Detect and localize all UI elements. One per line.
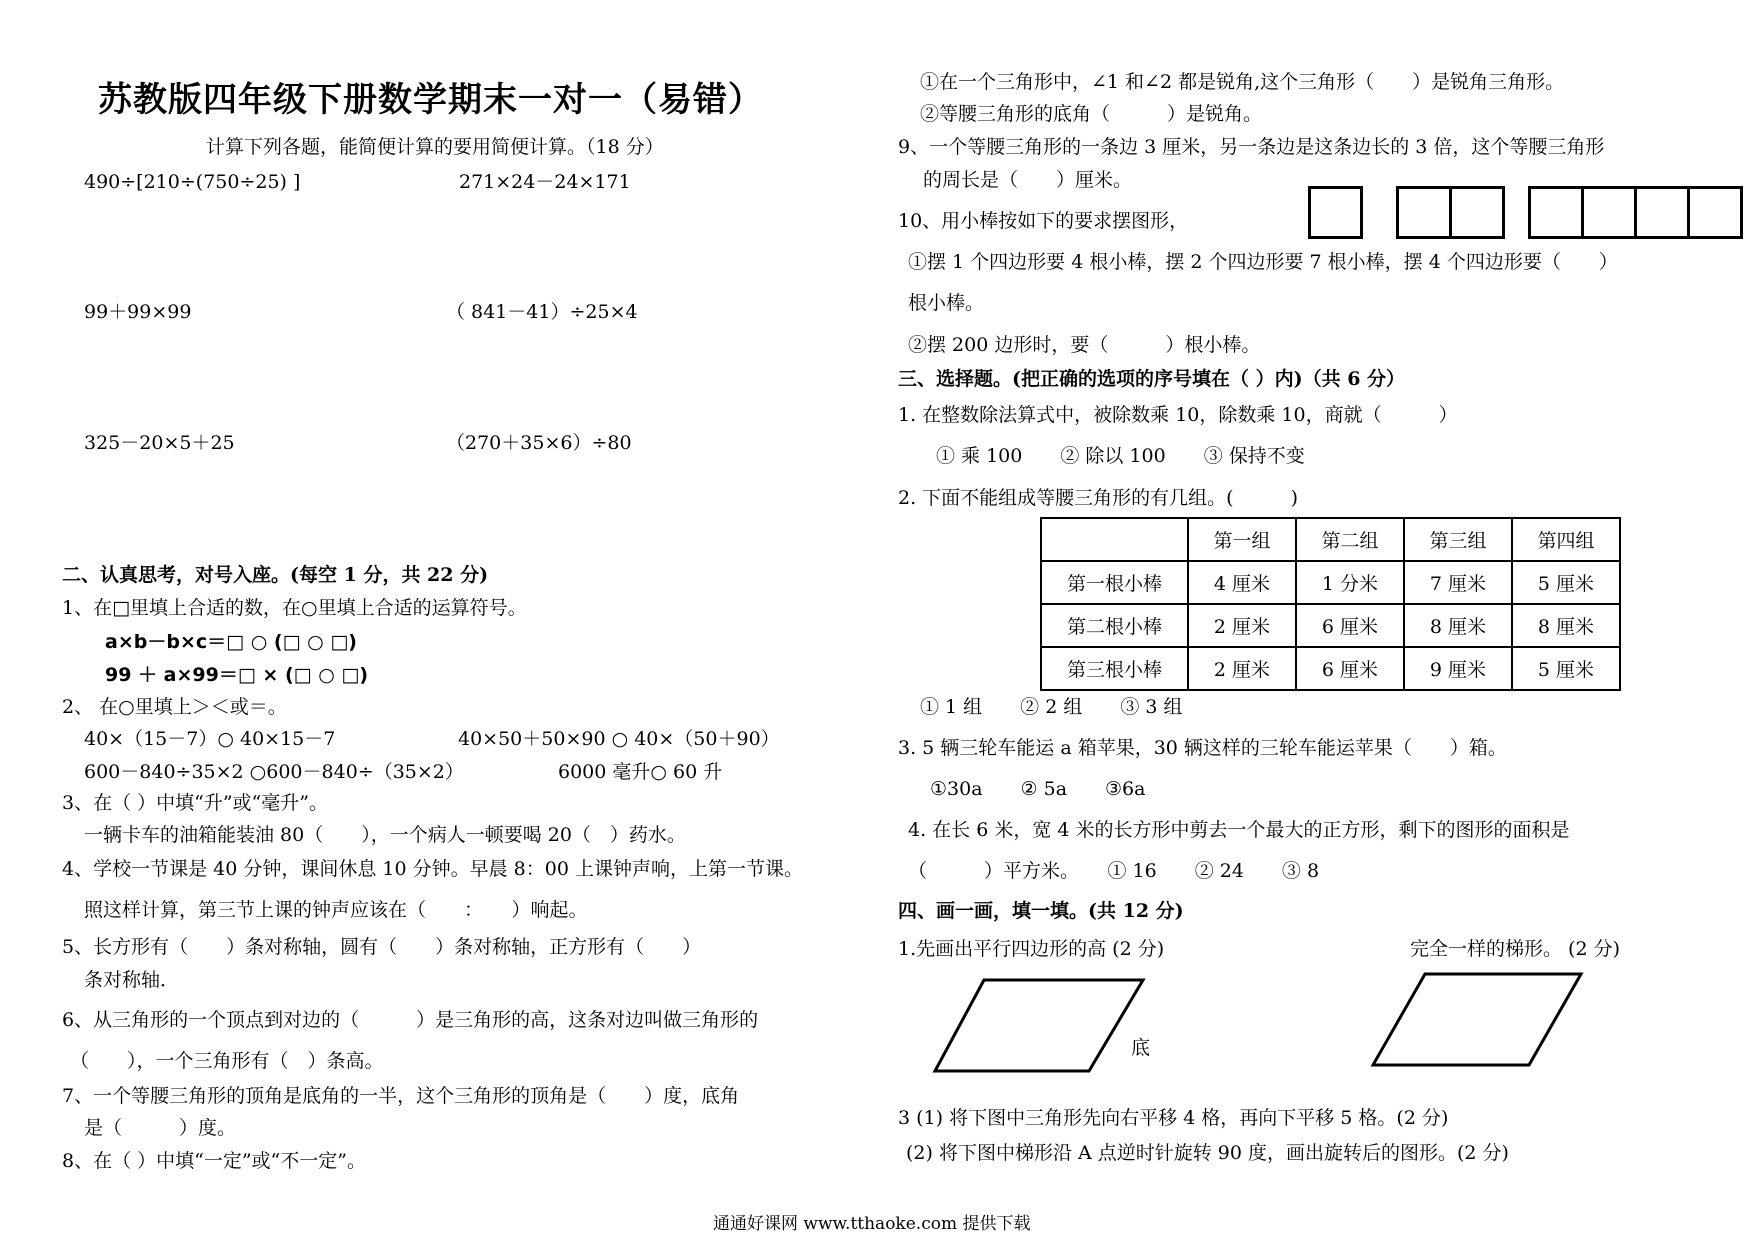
table-cell: 7 厘米	[1404, 561, 1512, 604]
table-cell: 5 厘米	[1512, 561, 1620, 604]
calc-item-6: （270＋35×6）÷80	[446, 432, 632, 454]
table-cell: 6 厘米	[1296, 647, 1404, 690]
q2-10: 10、用小棒按如下的要求摆图形，	[898, 210, 1189, 232]
q3-2-options: ① 1 组 ② 2 组 ③ 3 组	[920, 696, 1183, 718]
q2-4a: 4、学校一节课是 40 分钟，课间休息 10 分钟。早晨 8：00 上课钟声响，上第一节课。	[62, 858, 803, 880]
q2-10b: 根小棒。	[908, 292, 985, 314]
table-cell: 9 厘米	[1404, 647, 1512, 690]
q2-8a: ①在一个三角形中，∠1 和∠2 都是锐角,这个三角形（ ）是锐角三角形。	[920, 71, 1565, 93]
table-header-cell: 第二组	[1296, 518, 1404, 561]
two-square-figure-left	[1396, 186, 1452, 239]
table-cell: 2 厘米	[1188, 647, 1296, 690]
q2-8: 8、在（ ）中填“一定”或“不一定”。	[62, 1150, 366, 1172]
table-cell: 4 厘米	[1188, 561, 1296, 604]
section3-heading: 三、选择题。(把正确的选项的序号填在（ ）内)（共 6 分）	[898, 368, 1406, 390]
q4-3a: 3 (1) 将下图中三角形先向右平移 4 格，再向下平移 5 格。(2 分)	[898, 1107, 1449, 1129]
calc-item-3: 99＋99×99	[84, 301, 192, 323]
table-row	[1041, 604, 1620, 647]
table-row	[1041, 647, 1620, 690]
table-header-cell: 第三组	[1404, 518, 1512, 561]
two-square-figure-right	[1449, 186, 1505, 239]
q2-6b: （ ），一个三角形有（ ）条高。	[70, 1050, 384, 1072]
q3-3-options: ①30a ② 5a ③6a	[930, 778, 1146, 800]
q2-1b: 99 ＋ a×99＝□ × (□ ○ □)	[105, 664, 369, 686]
parallelogram-copy-figure	[1368, 964, 1588, 1074]
table-header-cell: 第四组	[1512, 518, 1620, 561]
q4-1-right: 完全一样的梯形。 (2 分)	[1410, 938, 1620, 960]
four-square-figure-2	[1581, 186, 1637, 239]
table-cell: 8 厘米	[1404, 604, 1512, 647]
table-cell: 5 厘米	[1512, 647, 1620, 690]
q2-10a: ①摆 1 个四边形要 4 根小棒，摆 2 个四边形要 7 根小棒，摆 4 个四边形要（ ）	[908, 251, 1618, 273]
q2-2: 2、 在○里填上＞＜或＝。	[62, 696, 287, 718]
q2-2c: 600－840÷35×2 ○600－840÷（35×2）	[84, 761, 464, 783]
q2-3: 3、在（ ）中填“升”或“毫升”。	[62, 792, 328, 814]
q2-6a: 6、从三角形的一个顶点到对边的（ ）是三角形的高，这条对边叫做三角形的	[62, 1009, 759, 1031]
q2-5a: 5、长方形有（ ）条对称轴，圆有（ ）条对称轴，正方形有（ ）	[62, 936, 702, 958]
base-label: 底	[1131, 1037, 1151, 1059]
table-cell: 6 厘米	[1296, 604, 1404, 647]
q2-1: 1、在□里填上合适的数，在○里填上合适的运算符号。	[62, 597, 527, 619]
q3-4b: （ ）平方米。 ① 16 ② 24 ③ 8	[908, 860, 1320, 882]
calc-item-1: 490÷[210÷(750÷25) ]	[84, 171, 301, 193]
four-square-figure-4	[1687, 186, 1743, 239]
q2-2b: 40×50＋50×90 ○ 40×（50＋90）	[458, 728, 780, 750]
calc-item-5: 325－20×5＋25	[84, 432, 235, 454]
q3-1: 1. 在整数除法算式中，被除数乘 10，除数乘 10，商就（ ）	[898, 404, 1458, 426]
sticks-table	[1040, 517, 1621, 691]
q2-7a: 7、一个等腰三角形的顶角是底角的一半，这个三角形的顶角是（ ）度，底角	[62, 1085, 740, 1107]
table-cell: 2 厘米	[1188, 604, 1296, 647]
page-title: 苏教版四年级下册数学期末一对一（易错）	[98, 80, 763, 120]
q2-9b: 的周长是（ ）厘米。	[923, 169, 1133, 191]
four-square-figure-1	[1528, 186, 1584, 239]
section2-heading: 二、认真思考，对号入座。(每空 1 分，共 22 分)	[62, 564, 489, 586]
q3-3: 3. 5 辆三轮车能运 a 箱苹果，30 辆这样的三轮车能运苹果（ ）箱。	[898, 737, 1507, 759]
four-square-figure-3	[1634, 186, 1690, 239]
q2-8b: ②等腰三角形的底角（ ）是锐角。	[920, 103, 1263, 125]
calc-item-2: 271×24－24×171	[459, 171, 631, 193]
q2-1a: a×b－b×c＝□ ○ (□ ○ □)	[105, 631, 357, 653]
table-row-header: 第三根小棒	[1041, 647, 1188, 690]
q2-7b: 是（ ）度。	[84, 1117, 237, 1139]
q3-1-options: ① 乘 100 ② 除以 100 ③ 保持不变	[936, 445, 1305, 467]
table-row	[1041, 561, 1620, 604]
table-row	[1041, 518, 1620, 561]
calc-item-4: （ 841－41）÷25×4	[446, 301, 638, 323]
table-cell	[1041, 518, 1188, 561]
q2-9a: 9、一个等腰三角形的一条边 3 厘米，另一条边是这条边长的 3 倍，这个等腰三角形	[898, 136, 1605, 158]
one-square-figure	[1308, 186, 1363, 239]
table-cell: 8 厘米	[1512, 604, 1620, 647]
q4-1: 1.先画出平行四边形的高 (2 分)	[898, 938, 1165, 960]
q4-3b: (2) 将下图中梯形沿 A 点逆时针旋转 90 度，画出旋转后的图形。(2 分)	[906, 1142, 1509, 1164]
table-cell: 1 分米	[1296, 561, 1404, 604]
q3-4a: 4. 在长 6 米，宽 4 米的长方形中剪去一个最大的正方形，剩下的图形的面积是	[908, 819, 1570, 841]
q2-5b: 条对称轴．	[84, 969, 180, 991]
calc-instruction: 计算下列各题，能简便计算的要用简便计算。（18 分）	[206, 136, 664, 158]
q2-10c: ②摆 200 边形时，要（ ）根小棒。	[908, 334, 1261, 356]
q2-4b: 照这样计算，第三节上课的钟声应该在（ ： ）响起。	[84, 899, 588, 921]
q2-2d: 6000 毫升○ 60 升	[558, 761, 723, 783]
footer-text: 通通好课网 www.tthaoke.com 提供下载	[713, 1214, 1031, 1234]
parallelogram-figure	[930, 970, 1150, 1080]
table-header-cell: 第一组	[1188, 518, 1296, 561]
q3-2: 2. 下面不能组成等腰三角形的有几组。( )	[898, 487, 1298, 509]
table-row-header: 第一根小棒	[1041, 561, 1188, 604]
q2-2a: 40×（15－7）○ 40×15－7	[84, 728, 336, 750]
q2-3a: 一辆卡车的油箱能装油 80（ ），一个病人一顿要喝 20（ ）药水。	[84, 824, 686, 846]
table-row-header: 第二根小棒	[1041, 604, 1188, 647]
section4-heading: 四、画一画，填一填。(共 12 分)	[898, 900, 1184, 922]
